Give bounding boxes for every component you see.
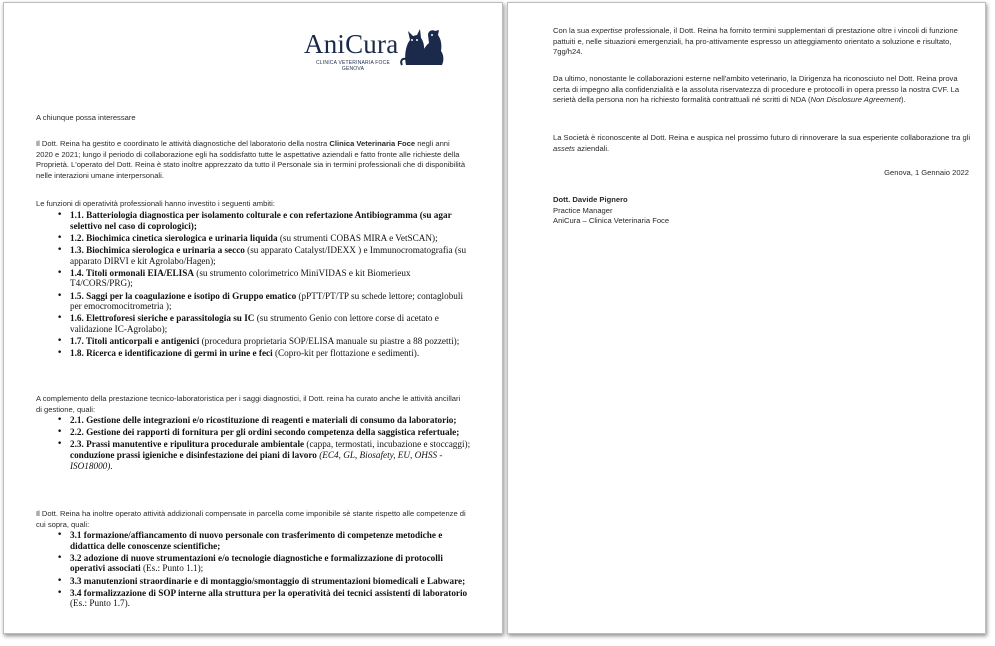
- list-item: • 1.2. Biochimica cinetica sierologica e urinaria liquida (su strumenti COBAS MIRA e VetSCAN);: [70, 233, 472, 244]
- list-item: • 3.4 formalizzazione di SOP interne alla struttura per la operatività dei tecnici assistenti di laboratorio (Es.: Punto 1.7).: [70, 588, 472, 609]
- management-intro: A complemento della prestazione tecnico-laboratoristica per i saggi diagnostici, il Dott. reina ha curato anche le attività ancillari di gestione, quali:: [36, 394, 461, 414]
- logo-wordmark: AniCura: [304, 29, 399, 59]
- intro-paragraph: Il Dott. Reina ha gestito e coordinato le attività diagnostiche del laboratorio della nostra Clinica Veterinaria Foce negli anni 2020 e 2021; lungo il periodo di collaborazione egli ha soddisfatto tutte le aspettative aziendali e fatto fronte alle richieste della Proprietà. L'operato del Dott. Reina è stato inoltre apprezzato da tutto il Personale sia in termini professionali che di disponibilità nelle interazioni umane interpersonali.: [36, 139, 466, 180]
- functions-intro: Le funzioni di operatività professionali hanno investito i seguenti ambiti:: [36, 199, 275, 208]
- confidentiality-paragraph: Da ultimo, nonostante le collaborazioni esterne nell'ambito veterinario, la Dirigenza ha riconosciuto nel Dott. Reina prova certa di impegno alla confidenzialità e la assoluta riservatezza di procedure e protocolli in opera presso la nostra CVF. La serietà della persona non ha richiesto formalità contrattuali né scritti di NDA (Non Disclosure Agreement).: [553, 74, 960, 105]
- list-item: • 3.1 formazione/affiancamento di nuovo personale con trasferimento di competenze metodiche e didattica delle conoscenze scientifiche;: [70, 530, 472, 551]
- list-item: • 3.2 adozione di nuove strumentazioni e/o tecnologie diagnostiche e formalizzazione di protocolli operativi associati (Es.: Punto 1.1);: [70, 553, 472, 574]
- list-item: • 2.3. Prassi manutentive e ripulitura procedurale ambientale (cappa, termostati, incubazione e stoccaggi); conduzione prassi igieniche e disinfestazione dei piani di lavoro (EC4, GL, Biosafety, EU, OHSS - ISO18000).: [70, 439, 472, 471]
- list-item: • 1.1. Batteriologia diagnostica per isolamento colturale e con refertazione Antibiogramma (su agar selettivo nel caso di coprologici);: [70, 210, 472, 231]
- signer-organization: AniCura – Clinica Veterinaria Foce: [553, 216, 670, 226]
- list-item: • 1.3. Biochimica sierologica e urinaria a secco (su apparato Catalyst/IDEXX ) e Immunocromatografia (su apparato DIRVI e kit Agrolabo/Hagen);: [70, 245, 472, 266]
- cat-dog-logo-icon: [398, 25, 446, 67]
- letter-date: Genova, 1 Gennaio 2022: [884, 168, 969, 177]
- closing-paragraph: La Società è riconoscente al Dott. Reina e auspica nel prossimo futuro di rinnoverare la sua esperiente collaborazione tra gli assets aziendali.: [553, 133, 971, 153]
- logo-subtitle: CLINICA VETERINARIA FOCE: [316, 60, 390, 66]
- list-item: • 2.2. Gestione dei rapporti di fornitura per gli ordini secondo competenza della saggistica refertuale;: [70, 427, 472, 438]
- document-page-left: [3, 2, 503, 634]
- clinic-name: Clinica Veterinaria Foce: [329, 139, 416, 148]
- extra-intro: Il Dott. Reina ha inoltre operato attività addizionali compensate in parcella come imponibile sè stante rispetto alle competenze di cui sopra, quali:: [36, 509, 466, 529]
- signer-role: Practice Manager: [553, 205, 613, 215]
- extra-activities-list: [56, 530, 472, 611]
- document-page-right: [507, 2, 986, 634]
- list-item: • 1.6. Elettroforesi sieriche e parassitologia su IC (su strumento Genio con lettore corse di acetato e validazione IC-Agrolabo);: [70, 313, 472, 334]
- list-item: • 3.3 manutenzioni straordinarie e di montaggio/smontaggio di strumentazioni biomedicali e Labware;: [70, 576, 472, 587]
- management-list: [56, 415, 472, 473]
- salutation: A chiunque possa interessare: [36, 113, 136, 122]
- list-item: • 1.4. Titoli ormonali EIA/ELISA (su strumento colorimetrico MiniVIDAS e kit Biomerieux T4/CORS/PRG);: [70, 268, 472, 289]
- functions-list: [56, 210, 472, 360]
- list-item: • 1.8. Ricerca e identificazione di germi in urine e feci (Copro-kit per flottazione e sedimenti).: [70, 348, 472, 359]
- list-item: • 1.5. Saggi per la coagulazione e isotipo di Gruppo ematico (pPTT/PT/TP su schede lettore; contaglobuli per emocromocitrometria );: [70, 291, 472, 312]
- list-item: • 2.1. Gestione delle integrazioni e/o ricostituzione di reagenti e materiali di consumo da laboratorio;: [70, 415, 472, 426]
- signature-block: [553, 195, 973, 227]
- signer-name: Dott. Davide Pignero: [553, 195, 628, 204]
- list-item: • 1.7. Titoli anticorpali e antigenici (procedura proprietaria SOP/ELISA manuale su piastre a 88 pozzetti);: [70, 336, 472, 347]
- anicura-logo: [304, 25, 449, 75]
- logo-city: GENOVA: [341, 66, 365, 72]
- expertise-paragraph: Con la sua expertise professionale, il Dott. Reina ha fornito termini supplementari di prestazione oltre i vincoli di funzione pattuiti e, nelle situazioni emergenziali, ha pro-attivamente espresso un atteggiamento orientato a soluzione e risultato, 7gg/h24.: [553, 26, 958, 57]
